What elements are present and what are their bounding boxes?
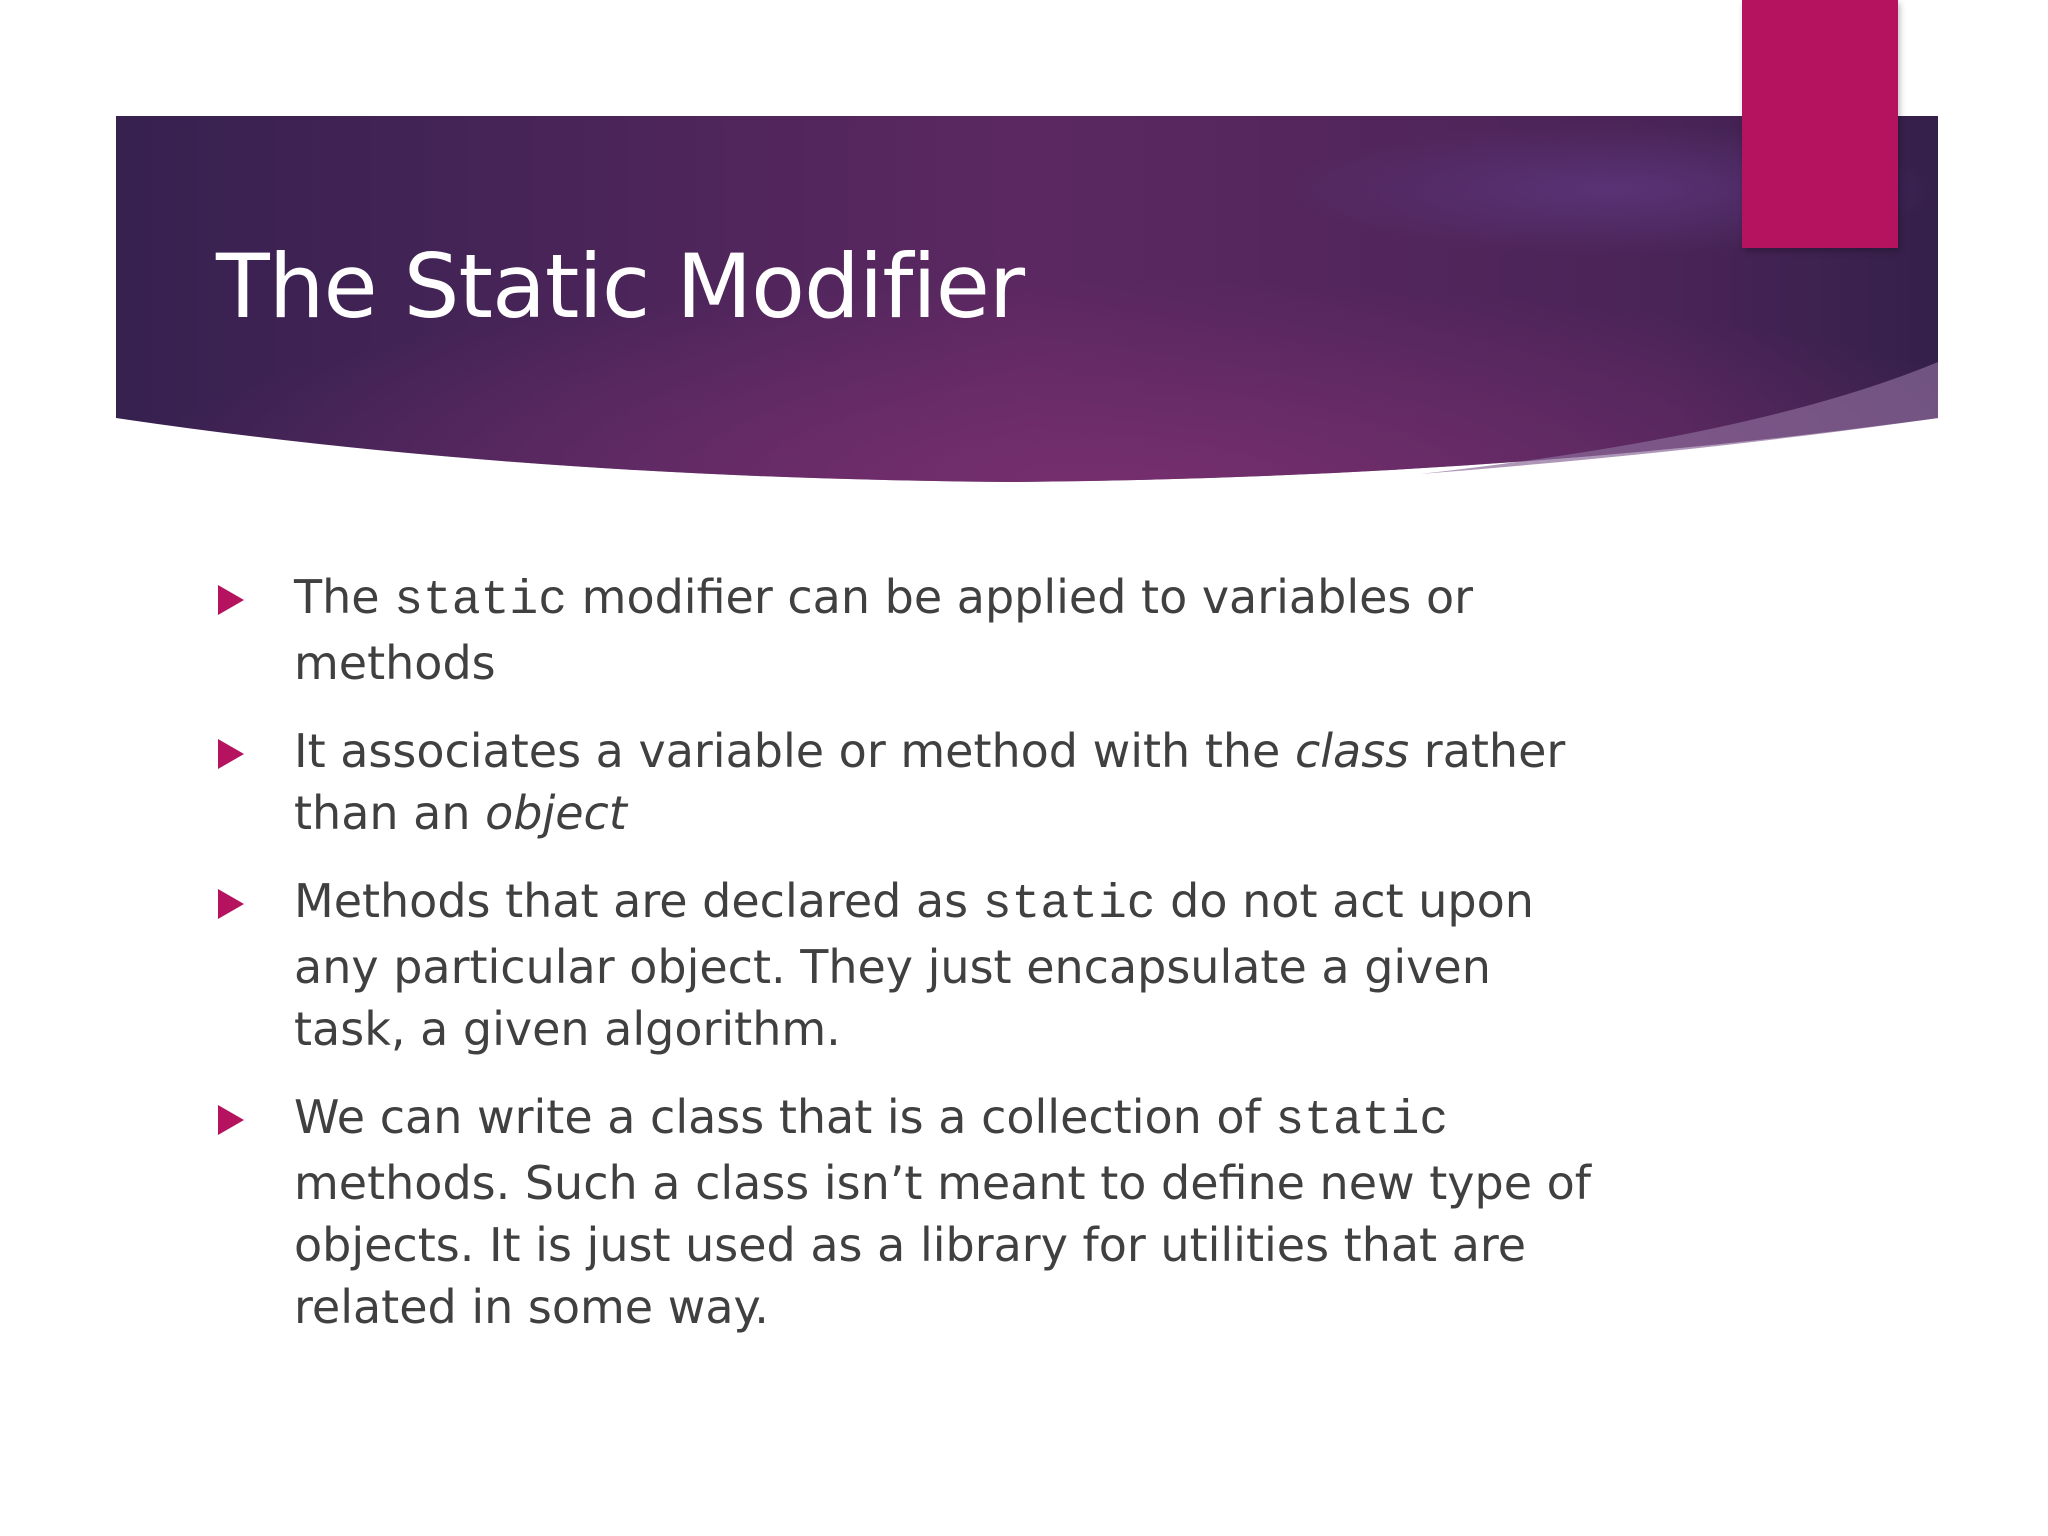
bullet-item bbox=[216, 1086, 1596, 1338]
bullet-text: rather than an bbox=[294, 724, 1566, 840]
bullet-list bbox=[216, 566, 1596, 1364]
bullet-text: modifier can be applied to variables or methods bbox=[294, 570, 1474, 690]
bullet-text: Methods that are declared as bbox=[294, 874, 983, 928]
bullet-arrow-icon bbox=[218, 739, 244, 769]
bullet-arrow-icon bbox=[218, 585, 244, 615]
bullet-item bbox=[216, 870, 1596, 1060]
bullet-arrow-icon bbox=[218, 889, 244, 919]
emphasis-text: class bbox=[1294, 724, 1410, 778]
bullet-text: It associates a variable or method with the bbox=[294, 724, 1295, 778]
bullet-arrow-icon bbox=[218, 1105, 244, 1135]
code-keyword: static bbox=[1275, 1094, 1449, 1148]
bullet-text: The bbox=[294, 570, 395, 624]
code-keyword: static bbox=[394, 574, 568, 628]
slide-title: The Static Modifier bbox=[216, 235, 1025, 338]
emphasis-text: object bbox=[485, 786, 627, 840]
code-keyword: static bbox=[982, 878, 1156, 932]
bullet-item bbox=[216, 566, 1596, 694]
bullet-item bbox=[216, 720, 1596, 844]
bullet-text: do not act upon any particular object. They just encapsulate a given task, a given algorithm. bbox=[294, 874, 1534, 1056]
accent-tab bbox=[1742, 0, 1898, 248]
bullet-text: methods. Such a class isn’t meant to define new type of objects. It is just used as a library for utilities that are related in some way. bbox=[294, 1156, 1591, 1334]
bullet-text: We can write a class that is a collection of bbox=[294, 1090, 1276, 1144]
